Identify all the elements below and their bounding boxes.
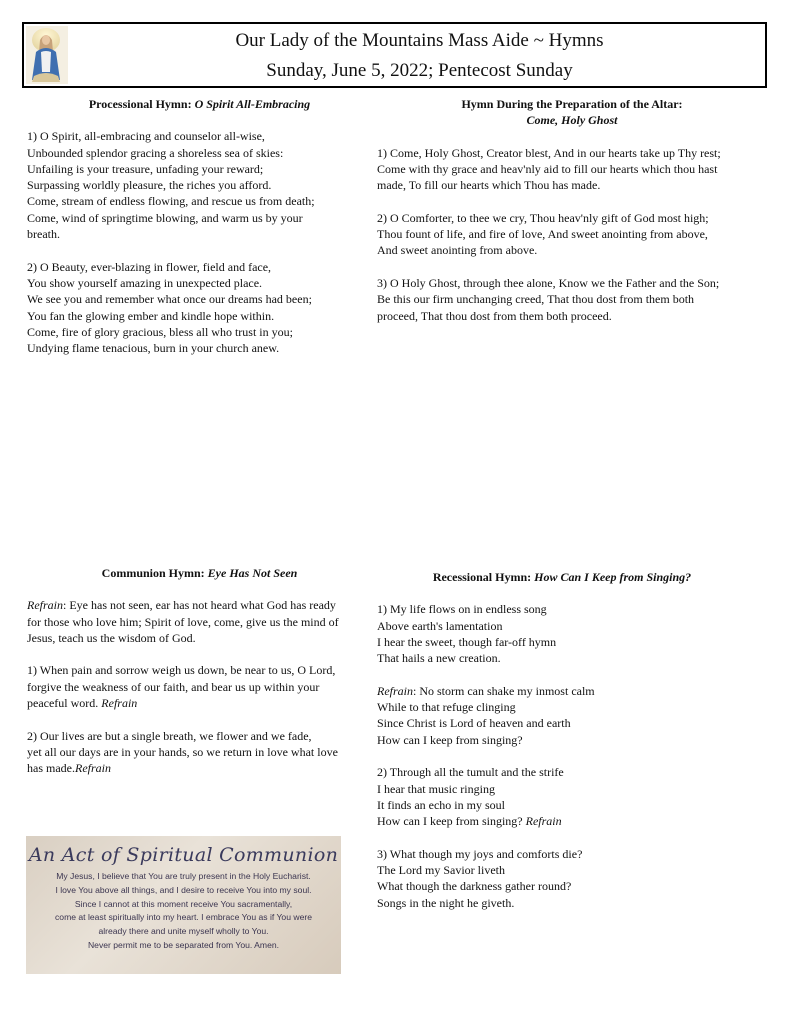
processional-title: O Spirit All-Embracing — [194, 97, 311, 111]
spiritual-communion-card — [26, 836, 341, 974]
recessional-heading: Recessional Hymn: How Can I Keep from Singing? — [432, 570, 692, 584]
communion-verse-2: 2) Our lives are but a single breath, we flower and we fade, yet all our days are in your hands, so we return in love what love has made.Refrain — [27, 728, 338, 776]
spiritual-communion-prayer: My Jesus, I believe that You are truly present in the Holy Eucharist. I love You above all things, and I desire to receive You into my soul. Since I cannot at this moment receive You sacramentally, come at least spiritually into my heart. I embrace You as if You were already there and unite myself wholly to You. Never permit me to be separated from You. Amen. — [55, 871, 312, 950]
preparation-verse-3: 3) O Holy Ghost, through thee alone, Know we the Father and the Son; Be this our firm unchanging creed, That thou dost from them both proceed, That thou dost from them both proceed. — [377, 275, 720, 323]
preparation-verse-1: 1) Come, Holy Ghost, Creator blest, And in our hearts take up Thy rest; Come with thy grace and heav'nly aid to fill our hearts which thou hast made, To fill our hearts which Thou has made. — [377, 145, 721, 193]
processional-heading: Processional Hymn: O Spirit All-Embracing — [88, 97, 311, 111]
recessional-verse-1: 1) My life flows on in endless song Above earth's lamentation I hear the sweet, though far-off hymn That hails a new creation. — [377, 602, 557, 666]
recessional-hymn — [377, 569, 767, 927]
communion-heading: Communion Hymn: Eye Has Not Seen — [101, 566, 298, 580]
processional-verse-1: 1) O Spirit, all-embracing and counselor all-wise, Unbounded splendor gracing a shoreless sea of skies: Unfailing is your treasure, unfading your reward; Surpassing worldly pleasure, the riches you afford. Come, stream of endless flowing, and rescue us from death; Come, wind of springtime blowing, and warm us by your breath. — [27, 129, 315, 242]
recessional-verse-3: 3) What though my joys and comforts die? The Lord my Savior liveth What though the darkness gather round? Songs in the night he giveth. — [377, 846, 583, 910]
processional-verse-2: 2) O Beauty, ever-blazing in flower, field and face, You show yourself amazing in unexpected place. We see you and remember what once our dreams had been; You fan the glowing ember and kindle hope within. Come, fire of glory gracious, bless all who trust in you; Undying flame tenacious, burn in your church anew. — [27, 259, 312, 356]
preparation-verse-2: 2) O Comforter, to thee we cry, Thou heav'nly gift of God most high; Thou fount of life, and fire of love, And sweet anointing from above, And sweet anointing from above. — [377, 210, 709, 258]
recessional-refrain: Refrain: No storm can shake my inmost calm While to that refuge clinging Since Christ is Lord of heaven and earth How can I keep from singing? — [377, 683, 595, 747]
page-title: Our Lady of the Mountains Mass Aide ~ Hymns — [235, 30, 604, 51]
page-header — [22, 22, 767, 88]
preparation-heading: Hymn During the Preparation of the Altar: Come, Holy Ghost — [377, 96, 767, 129]
madonna-icon — [26, 26, 68, 84]
spiritual-communion-title: An Act of Spiritual Communion — [28, 844, 339, 866]
preparation-title: Come, Holy Ghost — [526, 113, 618, 128]
communion-refrain: Refrain: Eye has not seen, ear has not heard what God has ready for those who love him; Spirit of love, come, give us the mind of Jesus, teach us the wisdom of God. — [27, 598, 339, 645]
preparation-hymn — [377, 96, 767, 340]
communion-verse-1: 1) When pain and sorrow weigh us down, be near to us, O Lord, forgive the weakness of our faith, and bear us up within your peaceful word. Refrain — [27, 663, 336, 711]
processional-hymn — [27, 96, 372, 373]
communion-hymn — [27, 565, 372, 793]
page-subtitle: Sunday, June 5, 2022; Pentecost Sunday — [266, 60, 573, 81]
recessional-verse-2: 2) Through all the tumult and the strife I hear that music ringing It finds an echo in my soul How can I keep from singing? Refrain — [377, 765, 564, 829]
recessional-title: How Can I Keep from Singing? — [534, 570, 692, 584]
communion-title: Eye Has Not Seen — [207, 566, 298, 580]
